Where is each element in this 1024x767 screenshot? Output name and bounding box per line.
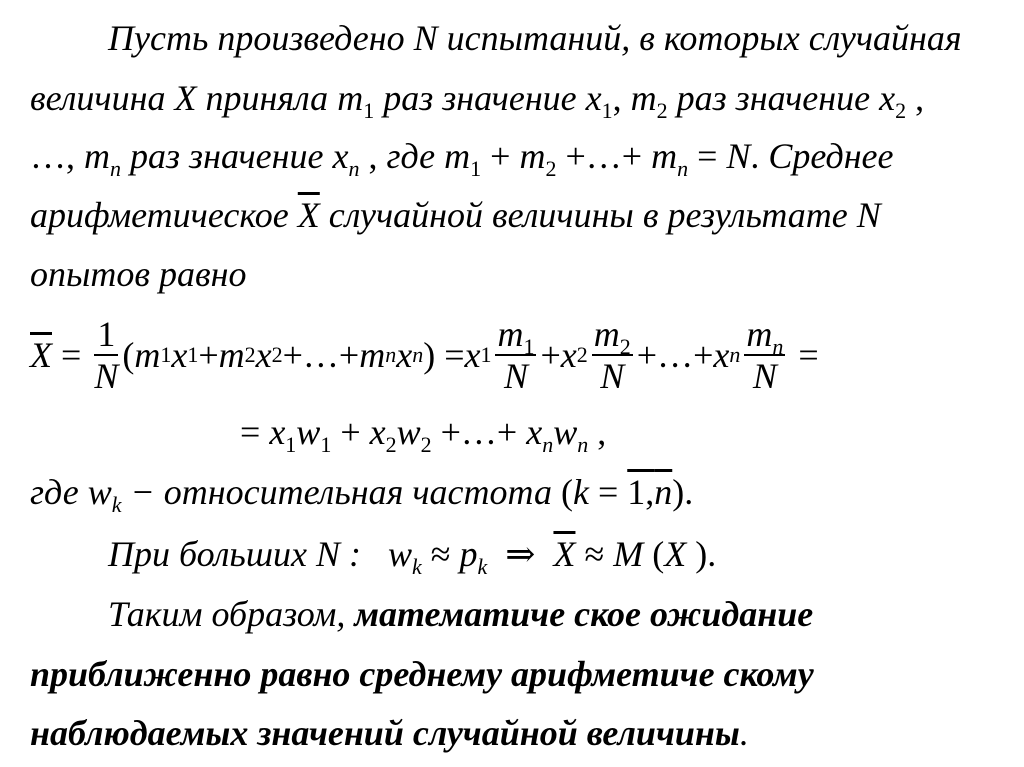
paragraph-line-5 (30, 256, 247, 292)
fraction-mn-over-n: $\frac{m_n}{N}$ (746, 314, 784, 396)
text-line-5: опытов равно (30, 254, 247, 294)
text-line-4b: случайной величины в результате N (319, 195, 881, 235)
formula-weights: = $x_1w_1 + x_2w_2$ +…+ $x_nw_n$ , (240, 412, 607, 457)
large-n-text: При больших N : (108, 534, 361, 574)
conclusion-bold-2: приближенно равно среднему арифметиче скому (30, 654, 814, 694)
text-line-3b: где (377, 136, 445, 176)
text-line-3a: раз значение (121, 136, 333, 176)
text-line-2d: раз значение (667, 78, 880, 118)
text-line-2a: величина (30, 78, 175, 118)
where-b: − относительная частота (121, 472, 561, 512)
fraction-m1-over-n: $\frac{m_1}{N}$ (497, 314, 535, 396)
text-line-4a: арифметическое (30, 195, 298, 235)
paragraph-line-1 (108, 20, 962, 56)
text-line-2b: приняла (196, 78, 338, 118)
conclusion-line-1 (108, 596, 813, 632)
conclusion-bold-1: математиче ское ожидание (354, 594, 814, 634)
conclusion-end: . (739, 713, 749, 753)
conclusion-bold-3: наблюдаемых значений случайной величины (30, 713, 740, 753)
where-line: где $w_k$ − относительная частота $(k = 1,\overline{n})$. (30, 472, 694, 517)
text-line-3c: Среднее (768, 136, 894, 176)
paragraph-line-3: …, $m_n$ раз значение $x_n$ , где $m_1 + m_2$ +…+ $m_n = N$. Среднее (30, 136, 894, 181)
formula-mean: $\overline{X}$ = $\frac{1}{N}$ ( m 1 x 1 + m 2 x 2 +…+ m n x n ) = x 1 $\frac{m_1}{N}$ + x 2 $\frac{m_2}{N}$ +…+ x n $\frac{m_n}{N}$ = (30, 314, 819, 396)
fraction-1-over-n: $\frac{1}{N}$ (94, 314, 119, 396)
text-line-1: Пусть произведено N испытаний, в которых случайная (108, 18, 962, 58)
fraction-m2-over-n: $\frac{m_2}{N}$ (593, 314, 631, 396)
conclusion-line-3 (30, 715, 749, 751)
paragraph-line-4: арифметическое $\overline{X}$ случайной величины в результате N (30, 195, 881, 235)
large-n-line: При больших N : $w_k \approx p_k$ ⇒ $\overline{X} \approx M$ (X ). (108, 534, 717, 579)
where-a: где (30, 472, 88, 512)
text-line-2c: раз значение (374, 78, 586, 118)
paragraph-line-2: величина X приняла $m_1$ раз значение $x_1$, $m_2$ раз значение $x_2$ , (30, 78, 925, 123)
conclusion-lead: Таким образом, (108, 594, 355, 634)
conclusion-line-2 (30, 656, 814, 692)
